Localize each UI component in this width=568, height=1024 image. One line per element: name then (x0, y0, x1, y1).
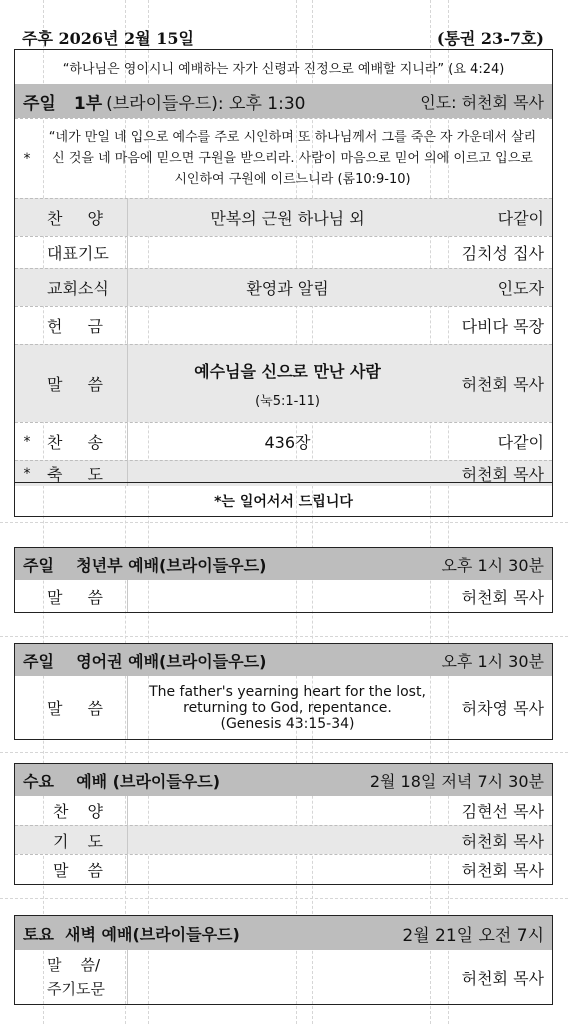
row-right: 허천회 목사 (461, 375, 544, 394)
row-label: 말 씀 (47, 587, 103, 607)
main-title-rest: (브라이들우드): 오후 1:30 (106, 93, 306, 114)
main-title-part: 1부 (73, 93, 103, 114)
row-right: 허천회 목사 (461, 968, 544, 988)
row-label: 말 씀 (47, 375, 103, 394)
row-label: 축 도 (47, 465, 103, 484)
star-mark (15, 307, 39, 344)
row-right: 인도자 (497, 279, 544, 298)
program-row (15, 796, 552, 825)
star-mark (15, 269, 39, 306)
wednesday-worship-time: 2월 18일 저녁 7시 30분 (369, 771, 544, 791)
row-center (127, 796, 447, 825)
scripture-row (15, 118, 552, 198)
row-right: 허천회 목사 (461, 831, 544, 851)
row-label: 헌 금 (47, 317, 103, 336)
sermon-line: returning to God, repentance. (183, 699, 392, 716)
program-row (15, 306, 552, 344)
program-row (15, 422, 552, 460)
program-row (15, 344, 552, 422)
row-right: 허천회 목사 (461, 587, 544, 607)
row-center (127, 307, 447, 344)
row-center-text: 만복의 근원 하나님 외 (210, 209, 365, 228)
row-center (127, 237, 447, 268)
main-title-day: 주일 (23, 93, 56, 114)
main-worship-leader: 인도: 허천회 목사 (420, 92, 544, 112)
star-mark: * (23, 433, 31, 450)
program-row (15, 268, 552, 306)
row-right: 다같이 (497, 209, 544, 228)
star-mark: * (23, 465, 31, 482)
row-label: 찬 양 (47, 209, 103, 228)
sermon-line: (Genesis 43:15-34) (220, 715, 355, 732)
table-row (15, 676, 552, 739)
row-label: 찬 양 (53, 802, 103, 821)
row-center-text: 환영과 알림 (246, 279, 329, 298)
youth-worship-header (15, 548, 552, 580)
row-label: 대표기도 (47, 244, 109, 263)
row-right: 허천회 목사 (461, 465, 544, 484)
wednesday-worship-header (15, 764, 552, 796)
table-row (15, 580, 552, 612)
row-center (127, 950, 447, 1004)
row-center-sub: (눅5:1-11) (255, 393, 320, 409)
english-worship-time: 오후 1시 30분 (441, 651, 544, 671)
guide-line (0, 898, 568, 899)
program-row (15, 198, 552, 236)
row-center (127, 423, 447, 460)
guide-line (0, 636, 568, 637)
row-right: 김치성 집사 (461, 244, 544, 263)
scripture-text: “네가 만일 네 입으로 예수를 주로 시인하며 또 하나님께서 그를 죽은 자 가운데서 살리신 것을 네 마음에 믿으면 구원을 받으리라. 사람이 마음으로 믿어 의에 이르고 입으로 시인하여 구원에 이르느니라 (롬10:9-10) (48, 130, 537, 187)
star-mark: * (23, 150, 31, 167)
program-row (15, 854, 552, 883)
row-right: 다비다 목장 (461, 317, 544, 336)
star-mark (15, 345, 39, 422)
bulletin-volume: (통권 23-7호) (436, 29, 544, 48)
row-label: 교회소식 (47, 279, 109, 298)
guide-line (0, 752, 568, 753)
sermon-title-english (127, 676, 447, 739)
star-mark (15, 237, 39, 268)
row-label: 말 씀 (53, 860, 103, 880)
row-label-line: 말 씀/ (47, 956, 101, 974)
bulletin-date: 주후 2026년 2월 15일 (22, 29, 194, 48)
standing-note: *는 일어서서 드립니다 (15, 482, 552, 518)
row-right: 허차영 목사 (461, 699, 544, 718)
row-center-text: 예수님을 신으로 만난 사람 (194, 361, 381, 381)
row-label: 찬 송 (47, 433, 103, 452)
row-label: 말 씀 (47, 699, 103, 718)
row-label: 기 도 (53, 831, 103, 851)
row-center (127, 269, 447, 306)
saturday-worship-section (14, 915, 553, 1005)
wednesday-worship-section (14, 763, 553, 885)
row-center (127, 345, 447, 422)
sermon-line: The father's yearning heart for the lost, (149, 683, 426, 700)
english-worship-header (15, 644, 552, 676)
row-center (127, 826, 447, 854)
youth-worship-section (14, 547, 553, 613)
row-center (127, 855, 447, 883)
main-worship-header (15, 84, 552, 118)
row-right: 허천회 목사 (461, 860, 544, 880)
youth-worship-time: 오후 1시 30분 (441, 555, 544, 575)
saturday-worship-header (15, 916, 552, 950)
english-worship-section (14, 643, 553, 740)
star-mark (15, 199, 39, 236)
row-center (127, 199, 447, 236)
saturday-worship-title: 토요 새벽 예배(브라이들우드) (23, 924, 240, 944)
guide-line (0, 522, 568, 523)
main-worship-title (23, 84, 305, 118)
youth-worship-title: 주일 청년부 예배(브라이들우드) (23, 555, 267, 575)
row-center-text: 436장 (264, 433, 311, 452)
row-center (127, 580, 447, 612)
main-worship-section (14, 49, 553, 517)
row-label-line: 주기도문 (47, 980, 105, 998)
theme-verse: “하나님은 영이시니 예배하는 자가 신령과 진정으로 예배할 지니라” (요 4:24) (62, 61, 505, 77)
saturday-worship-time: 2월 21일 오전 7시 (402, 925, 544, 946)
row-right: 김현선 목사 (461, 802, 544, 821)
row-label (39, 950, 127, 1004)
row-right: 다같이 (497, 433, 544, 452)
program-row (15, 825, 552, 854)
program-row (15, 236, 552, 268)
table-row (15, 950, 552, 1004)
english-worship-title: 주일 영어권 예배(브라이들우드) (23, 651, 267, 671)
wednesday-worship-title: 수요 예배 (브라이들우드) (23, 771, 221, 791)
